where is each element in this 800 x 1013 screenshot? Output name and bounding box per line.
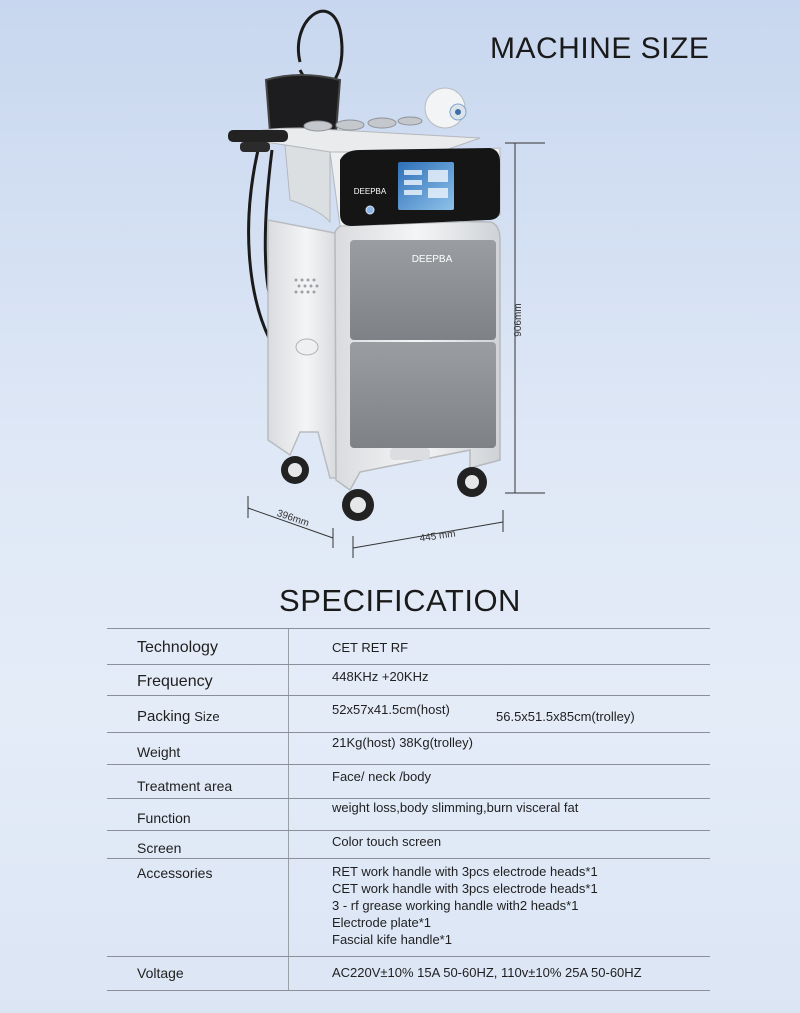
machine-size-heading: MACHINE SIZE: [490, 32, 710, 65]
accessory-item: Electrode plate*1: [332, 915, 432, 930]
spec-label-sub: Size: [194, 709, 220, 724]
handle-cable-lower: [249, 150, 270, 340]
spec-label: Weight: [137, 744, 181, 760]
spec-row-technology: [107, 628, 710, 665]
spec-label: Function: [137, 810, 191, 826]
cabinet-logo: DEEPBA: [411, 254, 453, 265]
specification-heading: SPECIFICATION: [279, 583, 521, 618]
spec-label: Technology: [137, 639, 218, 656]
spec-value: Color touch screen: [332, 834, 442, 849]
accessory-item: CET work handle with 3pcs electrode heads*1: [332, 881, 598, 896]
power-button: [366, 206, 374, 214]
spec-value: weight loss,body slimming,burn visceral fat: [332, 800, 579, 815]
spec-row-frequency: [107, 663, 710, 696]
spec-value: AC220V±10% 15A 50-60HZ, 110v±10% 25A 50-60HZ: [332, 965, 642, 980]
spec-label: Frequency: [137, 673, 213, 690]
spec-row-weight: [107, 732, 710, 765]
touch-screen: [398, 162, 454, 210]
spec-value: Face/ neck /body: [332, 769, 431, 784]
spec-value-trolley: 56.5x51.5x85cm(trolley): [496, 709, 635, 724]
rf-handle: [228, 130, 288, 142]
spec-row-voltage: [107, 956, 710, 991]
width-dimension-label: 445 mm: [418, 528, 457, 545]
host-body: [285, 145, 330, 222]
depth-dimension-label: 396mm: [275, 508, 311, 530]
spec-label: Voltage: [137, 965, 184, 981]
spec-label: Screen: [137, 840, 182, 856]
accessory-item: RET work handle with 3pcs electrode heads*1: [332, 864, 598, 879]
spec-row-screen: [107, 830, 710, 859]
spec-row-function: [107, 798, 710, 831]
accessories-list: [332, 863, 598, 948]
spec-label-main: Packing: [137, 708, 191, 725]
host-logo: DEEPBA: [353, 187, 387, 196]
spec-row-packing: [107, 695, 710, 733]
spec-row-accessories: [107, 858, 710, 957]
spec-value: 21Kg(host) 38Kg(trolley): [332, 735, 473, 750]
spec-value: 448KHz +20KHz: [332, 669, 429, 684]
height-dimension-label: 906mm: [513, 303, 524, 337]
accessory-item: Fascial kife handle*1: [332, 932, 452, 947]
cabinet-panel-bottom: [350, 342, 496, 448]
spec-label: [137, 708, 220, 725]
spec-label: Accessories: [137, 865, 213, 881]
spec-value-host: 52x57x41.5cm(host): [332, 702, 450, 717]
spec-row-treatment-area: [107, 764, 710, 799]
accessory-item: 3 - rf grease working handle with2 heads*1: [332, 898, 579, 913]
spec-value: CET RET RF: [332, 640, 409, 655]
spec-label: Treatment area: [137, 778, 233, 794]
